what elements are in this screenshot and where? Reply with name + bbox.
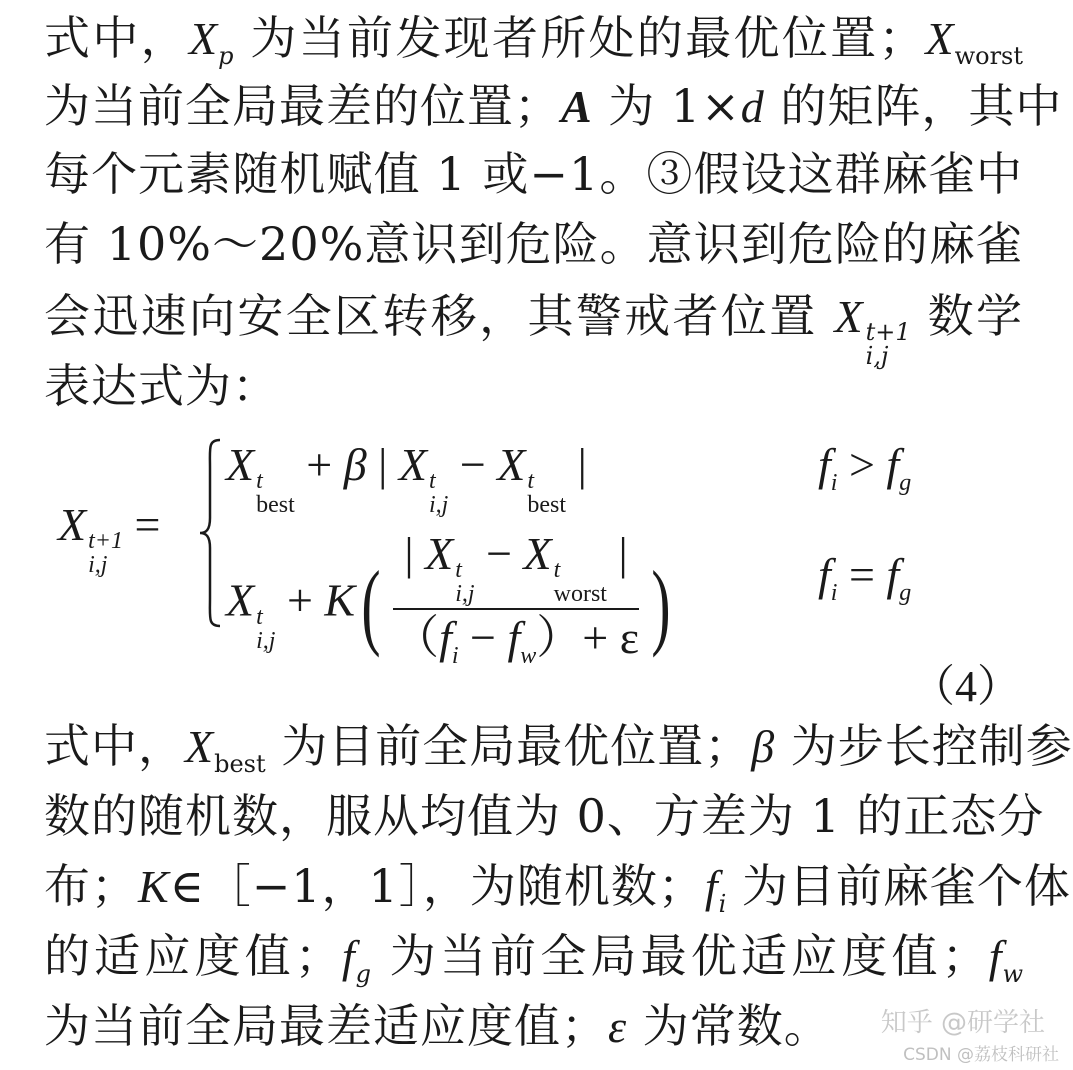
- para2-line3: 布；K∈［−1，1］，为随机数；$f_i$ 为目前麻雀个体: [44, 859, 1071, 918]
- eq-lhs: X t+1 i,j =: [58, 499, 161, 578]
- para1-line4: 有 10%～20%意识到危险。意识到危险的麻雀: [44, 217, 1023, 271]
- para2-line1: 式中，$X_{best}$ 为目前全局最优位置；β 为步长控制参: [44, 719, 1073, 778]
- zhihu-watermark: 知乎 @研学社: [880, 1008, 1045, 1038]
- para1-line1: 式中，$X_p$ 为当前发现者所处的最优位置；$X_{worst}$: [44, 11, 1024, 70]
- csdn-watermark: CSDN @荔枝科研社: [903, 1045, 1059, 1065]
- left-brace-icon: [198, 438, 224, 628]
- para2-line2: 数的随机数，服从均值为 0、方差为 1 的正态分: [44, 789, 1045, 843]
- para1-line2: 为当前全局最差的位置；A 为 1×d 的矩阵，其中: [44, 79, 1063, 133]
- para2-line5: 为当前全局最差适应度值；ε 为常数。: [44, 999, 831, 1053]
- equation-number: （4）: [911, 662, 1021, 711]
- eq-condition2: $f_i = f_g$: [818, 549, 912, 606]
- para1-line6: 表达式为：: [44, 359, 279, 413]
- eq-case2: X t i,j + K( | X t i,j − X t worst | $(f_i - f_w)+ \varepsilon$ ): [226, 528, 677, 682]
- para1-line5: 会迅速向安全区转移，其警戒者位置 X t+1 i,j 数学: [44, 289, 1024, 370]
- equation-4: [0, 430, 1073, 669]
- para2-line4: 的适应度值；$f_g$ 为当前全局最优适应度值；$f_w$: [44, 929, 1024, 988]
- para1-line3: 每个元素随机赋值 1 或−1。③假设这群麻雀中: [44, 147, 1023, 201]
- eq-fraction: | X t i,j − X t worst | $(f_i - f_w)+ \varepsilon$: [393, 528, 640, 669]
- eq-condition1: $f_i > f_g$: [818, 439, 912, 496]
- eq-case1: X t best + β | X t i,j − X t best |: [226, 439, 587, 518]
